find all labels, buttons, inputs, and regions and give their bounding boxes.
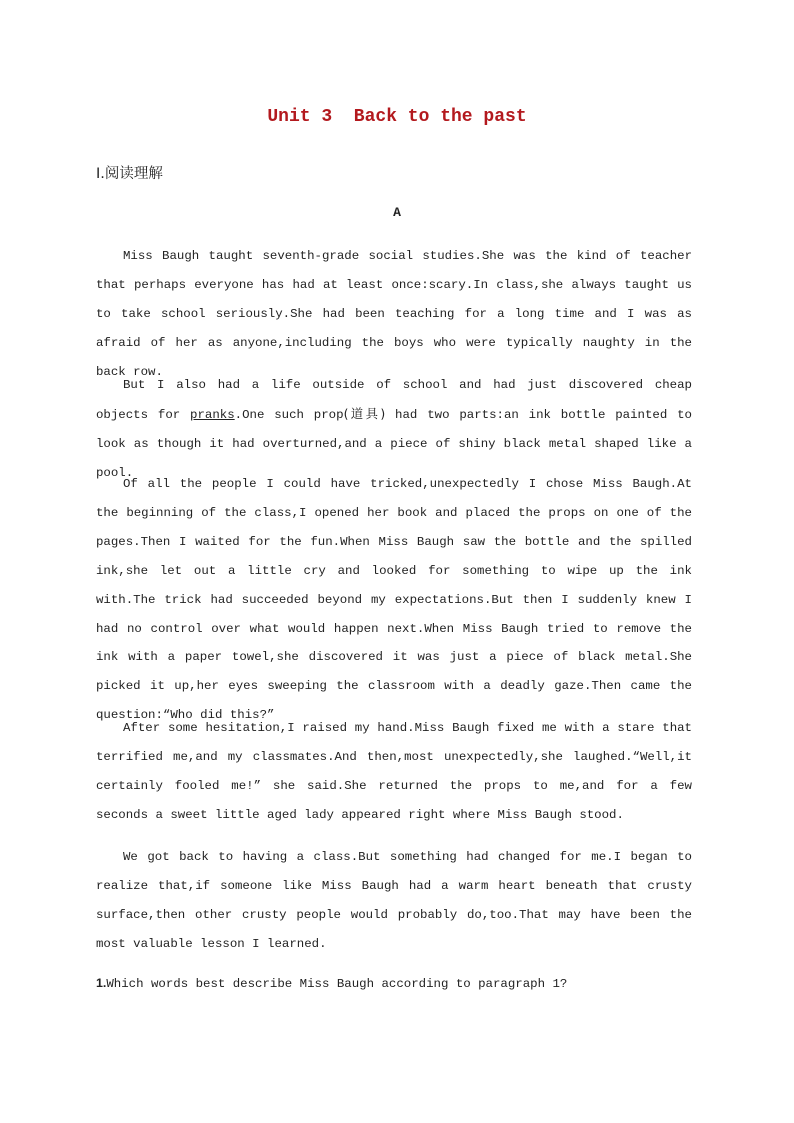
chinese-gloss: (道具): [343, 405, 386, 421]
paragraph-5: We got back to having a class.But something had changed for me.I began to realize that,if someone like Miss Baugh had a warm heart beneath that crusty surface,then other crusty people would probably do,too.That may have been the most valuable lesson I learned.: [96, 850, 692, 951]
passage-label: A: [393, 205, 401, 220]
paragraph-3: Of all the people I could have tricked,unexpectedly I chose Miss Baugh.At the beginning of the class,I opened her book and placed the props on one of the pages.Then I waited for the fun.When Miss Baugh saw the bottle and the spilled ink,she let out a little cry and looked for something to wipe up the ink with.The trick had succeeded beyond my expectations.But then I suddenly knew I had no control over what would happen next.When Miss Baugh tried to remove the ink with a paper towel,she discovered it was just a piece of black metal.She picked it up,her eyes sweeping the classroom with a deadly gaze.Then came the question:“Who did this?”: [96, 477, 692, 723]
paragraph-4: After some hesitation,I raised my hand.Miss Baugh fixed me with a stare that terrified me,and my classmates.And then,most unexpectedly,she laughed.“Well,it certainly fooled me!” she said.She returned the props to me,and for a few seconds a sweet little aged lady appeared right where Miss Baugh stood.: [96, 721, 692, 822]
question-1: [96, 976, 567, 991]
underlined-word-pranks: pranks: [190, 407, 235, 422]
question-text: Which words best describe Miss Baugh according to paragraph 1?: [106, 977, 568, 991]
page-title: Unit 3 Back to the past: [267, 107, 527, 127]
paragraph-2-text-end: had two parts:an ink bottle painted to look as though it had overturned,and a piece of shiny black metal shaped like a pool.: [96, 407, 692, 480]
section-label: Ⅰ.阅读理解: [96, 166, 163, 182]
paragraph-1: Miss Baugh taught seventh-grade social studies.She was the kind of teacher that perhaps everyone has had at least once:scary.In class,she always taught us to take school seriously.She had been teaching for a long time and I was as afraid of her as anyone,including the boys who were typically naughty in the back row.: [96, 249, 692, 379]
question-number: 1.: [96, 976, 107, 990]
paragraph-2-text-mid: .One such prop: [234, 407, 344, 422]
paragraph-2-text-start: But I also had a life outside of school and had just discovered cheap objects for: [96, 378, 692, 422]
